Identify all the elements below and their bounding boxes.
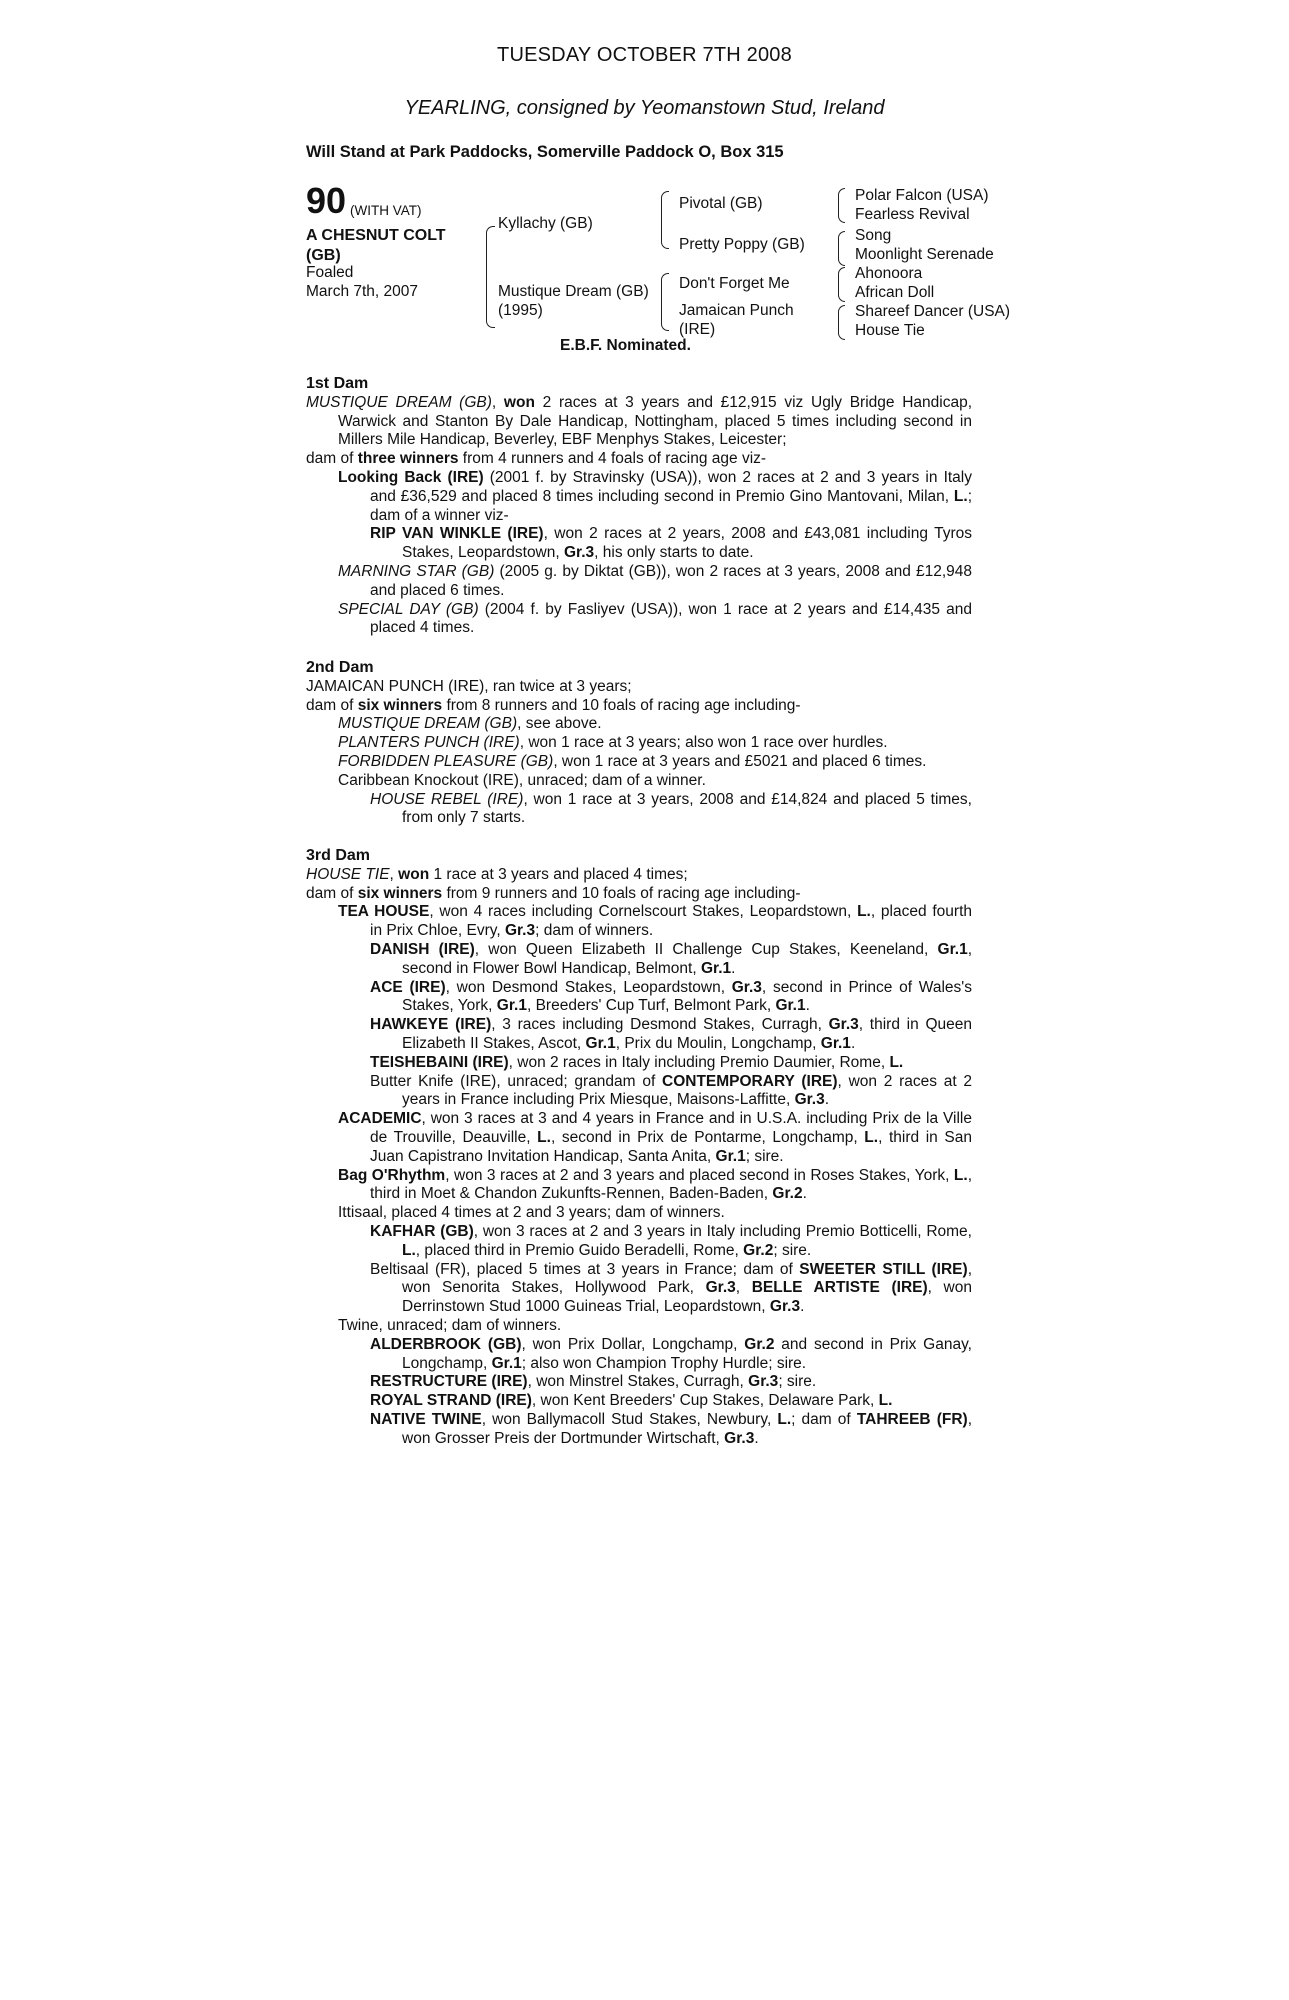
text: , won Prix Dollar, Longchamp, <box>521 1335 738 1353</box>
pedigree-sire-sire: Pivotal (GB) <box>679 195 763 212</box>
group-mark: Gr.2 <box>743 1241 774 1259</box>
horse-name: TEISHEBAINI (IRE) <box>370 1053 509 1071</box>
lot-number: 90 <box>306 180 347 221</box>
text: dam of <box>306 450 354 468</box>
produce-alderbrook <box>306 1336 972 1374</box>
pedigree-brace-dam <box>661 273 669 331</box>
produce-restructure <box>306 1373 972 1392</box>
horse-name: HOUSE TIE <box>306 865 390 883</box>
text: , placed fourth in Prix Chloe, Evry, <box>370 903 972 940</box>
text: ; sire. <box>745 1147 784 1165</box>
pedigree-dam-sire: Don't Forget Me <box>679 275 790 292</box>
horse-name: TAHREEB (FR) <box>856 1410 968 1428</box>
listed-mark: L. <box>889 1053 904 1071</box>
text: from 8 runners and 10 foals of racing age including- <box>446 696 801 714</box>
pedigree-dam-dam-country: (IRE) <box>679 321 716 338</box>
horse-name: Looking Back (IRE) <box>338 468 484 486</box>
text: ; sire. <box>773 1241 812 1259</box>
produce-kafhar <box>306 1223 972 1261</box>
text: , won 2 races at 2 years in France including Prix Miesque, Maisons-Laffitte, <box>402 1072 973 1109</box>
produce-ace <box>306 979 972 1017</box>
text: ; also won Champion Trophy Hurdle; sire. <box>521 1354 807 1372</box>
lot-description: A CHESNUT COLT (GB) <box>306 227 446 264</box>
pedigree-g3-4: Moonlight Serenade <box>855 246 994 263</box>
text: , won Minstrel Stakes, Curragh, <box>527 1373 744 1391</box>
text: , 3 races including Desmond Stakes, Curragh, <box>491 1016 822 1034</box>
foaled-info <box>306 263 418 301</box>
text: , won 2 races in Italy including Premio Daumier, Rome, <box>508 1053 886 1071</box>
produce-bag-o-rhythm <box>306 1167 972 1205</box>
pedigree-g3-1: Polar Falcon (USA) <box>855 187 989 204</box>
pedigree-g3-3: Song <box>855 227 892 244</box>
text: , his only starts to date. <box>594 544 754 562</box>
produce-tea-house <box>306 903 972 941</box>
text: , second in Flower Bowl Handicap, Belmont, <box>402 940 973 977</box>
text: from 4 runners and 4 foals of racing age viz- <box>462 450 767 468</box>
third-dam-record: HOUSE TIE, won 1 race at 3 years and placed 4 times; <box>306 865 688 883</box>
text: . <box>800 1298 805 1316</box>
pedigree-g3-5: Ahonoora <box>855 265 923 282</box>
produce-royal-strand <box>306 1392 972 1411</box>
horse-name: HAWKEYE (IRE) <box>370 1016 492 1034</box>
text: , second in Prix de Pontarme, Longchamp, <box>550 1128 858 1146</box>
horse-name: SPECIAL DAY (GB) <box>338 600 479 618</box>
text: . <box>754 1429 759 1447</box>
group-mark: Gr.2 <box>772 1185 803 1203</box>
group-mark: Gr.3 <box>828 1016 859 1034</box>
pedigree-g3-2: Fearless Revival <box>855 206 970 223</box>
sale-date: TUESDAY OCTOBER 7TH 2008 <box>497 44 792 66</box>
text: , won Queen Elizabeth II Challenge Cup Stakes, Keeneland, <box>474 940 929 958</box>
horse-name: FORBIDDEN PLEASURE (GB) <box>338 752 554 770</box>
text: Beltisaal (FR), placed 5 times at 3 years in France; dam of <box>370 1260 793 1278</box>
group-mark: Gr.1 <box>585 1034 616 1052</box>
consignment-line: YEARLING, consigned by Yeomanstown Stud, Ireland <box>404 97 885 119</box>
group-mark: Gr.2 <box>744 1335 775 1353</box>
produce-teishebaini <box>306 1054 972 1073</box>
text: , won 4 races including Cornelscourt Stakes, Leopardstown, <box>429 903 852 921</box>
listed-mark: L. <box>857 903 871 921</box>
pedigree-brace-dd <box>838 305 845 340</box>
horse-name: CONTEMPORARY (IRE) <box>662 1072 838 1090</box>
text: , won Senorita Stakes, Hollywood Park, <box>402 1260 972 1297</box>
produce-ittisaal: Ittisaal, placed 4 times at 2 and 3 years; dam of winners. <box>338 1204 725 1222</box>
produce-planters-punch <box>306 734 972 753</box>
horse-name: TEA HOUSE <box>338 903 430 921</box>
vat-note: (WITH VAT) <box>350 203 422 218</box>
foaled-date: March 7th, 2007 <box>306 283 419 300</box>
produce-beltisaal <box>306 1261 972 1317</box>
text: , Breeders' Cup Turf, Belmont Park, <box>526 997 772 1015</box>
text: , won Grosser Preis der Dortmunder Wirtschaft, <box>402 1410 973 1447</box>
produce-hawkeye <box>306 1016 972 1054</box>
first-dam-heading: 1st Dam <box>306 375 369 392</box>
text: . <box>850 1034 856 1052</box>
text: ; dam of winners. <box>535 922 654 940</box>
pedigree-sire-dam: Pretty Poppy (GB) <box>679 236 805 253</box>
pedigree-dam-year: (1995) <box>498 302 543 319</box>
text: 1 race at 3 years and placed 4 times; <box>433 865 688 883</box>
record-text: 2 races at 3 years and £12,915 viz Ugly Bridge Handicap, Warwick and Stanton By Dale Handicap, Nottingham, placed 5 times including second in Millers Mile Handicap, Beverley, EBF Menphys Stakes, Leicester; <box>338 393 972 449</box>
text: Butter Knife (IRE), unraced; grandam of <box>370 1072 656 1090</box>
pedigree-g3-6: African Doll <box>855 284 935 301</box>
group-mark: Gr.3 <box>769 1298 801 1316</box>
horse-name: NATIVE TWINE <box>370 1410 482 1428</box>
horse-name: BELLE ARTISTE (IRE) <box>751 1279 928 1297</box>
text: , second in Prince of Wales's Stakes, York, <box>402 978 972 1015</box>
text: , <box>735 1279 741 1297</box>
text: (2001 f. by Stravinsky (USA)), won 2 races at 2 and 3 years in Italy and £36,529 and placed 8 times including second in Premio Gino Mantovani, Milan, <box>370 468 972 505</box>
third-dam-heading: 3rd Dam <box>306 847 371 864</box>
text: , won 1 race at 3 years and £5021 and placed 6 times. <box>553 752 927 770</box>
text: , see above. <box>517 715 602 733</box>
group-mark: Gr.1 <box>496 997 527 1015</box>
text: from 9 runners and 10 foals of racing age including- <box>446 884 801 902</box>
text: , won 3 races at 2 and 3 years in Italy including Premio Botticelli, Rome, <box>473 1222 972 1240</box>
ebf-nominated: E.B.F. Nominated. <box>560 337 691 354</box>
group-mark: Gr.3 <box>748 1373 779 1391</box>
text: . <box>805 997 810 1015</box>
listed-mark: L. <box>402 1241 416 1259</box>
listed-mark: L. <box>953 487 968 505</box>
pedigree-dam: Mustique Dream (GB) <box>498 283 649 300</box>
stand-location: Will Stand at Park Paddocks, Somerville Paddock O, Box 315 <box>306 143 784 161</box>
text: ; dam of a winner viz- <box>370 487 972 524</box>
horse-name: Bag O'Rhythm <box>338 1166 446 1184</box>
text: dam of <box>306 696 354 714</box>
produce-native-twine <box>306 1411 972 1449</box>
second-dam-produce-summary <box>306 697 972 716</box>
horse-name: PLANTERS PUNCH (IRE) <box>338 734 520 752</box>
won-word: won <box>398 865 430 883</box>
horse-name: KAFHAR (GB) <box>370 1222 474 1240</box>
produce-twine: Twine, unraced; dam of winners. <box>338 1316 562 1334</box>
horse-name: RIP VAN WINKLE (IRE) <box>370 525 544 543</box>
horse-name: SWEETER STILL (IRE) <box>799 1260 968 1278</box>
listed-mark: L. <box>537 1128 551 1146</box>
text: . <box>824 1091 830 1109</box>
pedigree-g3-7: Shareef Dancer (USA) <box>855 303 1011 320</box>
pedigree-g3-8: House Tie <box>855 322 925 339</box>
produce-house-rebel <box>306 791 972 829</box>
listed-mark: L. <box>878 1392 893 1410</box>
horse-name: ACADEMIC <box>338 1110 422 1128</box>
horse-name: MUSTIQUE DREAM (GB) <box>306 393 492 411</box>
group-mark: Gr.1 <box>491 1354 522 1372</box>
produce-forbidden-pleasure <box>306 753 972 772</box>
text: (2004 f. by Fasliyev (USA)), won 1 race at 2 years and £14,435 and placed 4 times. <box>370 600 973 637</box>
text: ; sire. <box>778 1373 817 1391</box>
group-mark: Gr.1 <box>820 1034 851 1052</box>
horse-name: ALDERBROOK (GB) <box>370 1335 522 1353</box>
pedigree-sire: Kyllachy (GB) <box>498 215 593 232</box>
section-first-dam <box>306 375 972 638</box>
horse-name: ACE (IRE) <box>370 978 446 996</box>
pedigree-brace-main <box>486 226 495 328</box>
winners-count: six winners <box>357 696 443 714</box>
text: , won Kent Breeders' Cup Stakes, Delaware Park, <box>531 1392 875 1410</box>
pedigree-dam-dam: Jamaican Punch <box>679 302 794 319</box>
text: , Prix du Moulin, Longchamp, <box>615 1034 817 1052</box>
section-second-dam <box>306 659 972 828</box>
text: , won 1 race at 3 years; also won 1 race over hurdles. <box>519 734 888 752</box>
text: ; dam of <box>791 1410 851 1428</box>
won-word: won <box>503 393 535 411</box>
group-mark: Gr.3 <box>724 1429 755 1447</box>
group-mark: Gr.3 <box>705 1279 736 1297</box>
produce-academic <box>306 1110 972 1166</box>
produce-marning-star <box>306 563 972 601</box>
winners-count: six winners <box>357 884 443 902</box>
text: (2005 g. by Diktat (GB)), won 2 races at 3 years, 2008 and £12,948 and placed 6 times. <box>370 562 972 599</box>
group-mark: Gr.1 <box>775 997 806 1015</box>
text: , won 1 race at 3 years, 2008 and £14,824 and placed 5 times, from only 7 starts. <box>402 790 972 827</box>
text: , won Ballymacoll Stud Stakes, Newbury, <box>481 1410 772 1428</box>
horse-name: MARNING STAR (GB) <box>338 562 495 580</box>
group-mark: Gr.3 <box>564 544 595 562</box>
horse-name: MUSTIQUE DREAM (GB) <box>338 715 518 733</box>
pedigree-brace-sd <box>838 231 845 266</box>
group-mark: Gr.1 <box>715 1147 746 1165</box>
winners-count: three winners <box>357 450 459 468</box>
produce-butter-knife <box>306 1073 972 1111</box>
text: , won 3 races at 2 and 3 years and placed second in Roses Stakes, York, <box>445 1166 950 1184</box>
text: , won Derrinstown Stud 1000 Guineas Trial, Leopardstown, <box>402 1279 972 1316</box>
second-dam-heading: 2nd Dam <box>306 659 374 676</box>
group-mark: Gr.3 <box>794 1091 825 1109</box>
produce-caribbean-knockout: Caribbean Knockout (IRE), unraced; dam of a winner. <box>338 771 706 789</box>
foaled-label: Foaled <box>306 264 354 281</box>
listed-mark: L. <box>864 1128 879 1146</box>
text: , third in Queen Elizabeth II Stakes, Ascot, <box>402 1016 972 1052</box>
group-mark: Gr.1 <box>700 959 732 977</box>
listed-mark: L. <box>777 1410 792 1428</box>
section-third-dam <box>306 847 972 1449</box>
horse-name: ROYAL STRAND (IRE) <box>370 1392 532 1410</box>
text: , placed third in Premio Guido Beradelli, Rome, <box>415 1241 739 1259</box>
text: , won 3 races at 3 and 4 years in France and in U.S.A. including Prix de la Ville de Trouville, Deauville, <box>370 1110 972 1146</box>
group-mark: Gr.1 <box>937 940 968 958</box>
text: dam of <box>306 884 354 902</box>
group-mark: Gr.3 <box>504 922 536 940</box>
text: , third in San Juan Capistrano Invitation Handicap, Santa Anita, <box>370 1128 972 1165</box>
third-dam-produce-summary <box>306 885 972 904</box>
text: , won Desmond Stakes, Leopardstown, <box>445 978 725 996</box>
pedigree-brace-ds <box>838 267 845 302</box>
produce-looking-back <box>306 469 972 525</box>
produce-danish <box>306 941 972 979</box>
first-dam-record: MUSTIQUE DREAM (GB), won 2 races at 3 years and £12,915 viz Ugly Bridge Handicap, Warwick and Stanton By Dale Handicap, Nottingham, placed 5 times including second in Millers Mile Handicap, Beverley, EBF Menphys Stakes, Leicester; <box>306 393 972 449</box>
text: , won 2 races at 2 years, 2008 and £43,081 including Tyros Stakes, Leopardstown, <box>402 525 972 562</box>
text: , third in Moet & Chandon Zukunfts-Rennen, Baden-Baden, <box>370 1166 973 1203</box>
text: . <box>731 959 736 977</box>
horse-name: RESTRUCTURE (IRE) <box>370 1373 528 1391</box>
produce-mustique-dream <box>306 715 972 734</box>
horse-name: HOUSE REBEL (IRE) <box>370 790 524 808</box>
pedigree-brace-ss <box>838 188 845 223</box>
produce-rip-van-winkle <box>306 525 972 563</box>
listed-mark: L. <box>953 1166 968 1184</box>
first-dam-produce-summary <box>306 450 972 469</box>
second-dam-record: JAMAICAN PUNCH (IRE), ran twice at 3 years; <box>306 677 632 695</box>
pedigree-brace-sire <box>661 191 669 249</box>
text: and second in Prix Ganay, Longchamp, <box>402 1335 972 1372</box>
horse-name: DANISH (IRE) <box>370 940 475 958</box>
produce-special-day <box>306 601 972 639</box>
group-mark: Gr.3 <box>731 978 762 996</box>
text: . <box>802 1185 807 1203</box>
